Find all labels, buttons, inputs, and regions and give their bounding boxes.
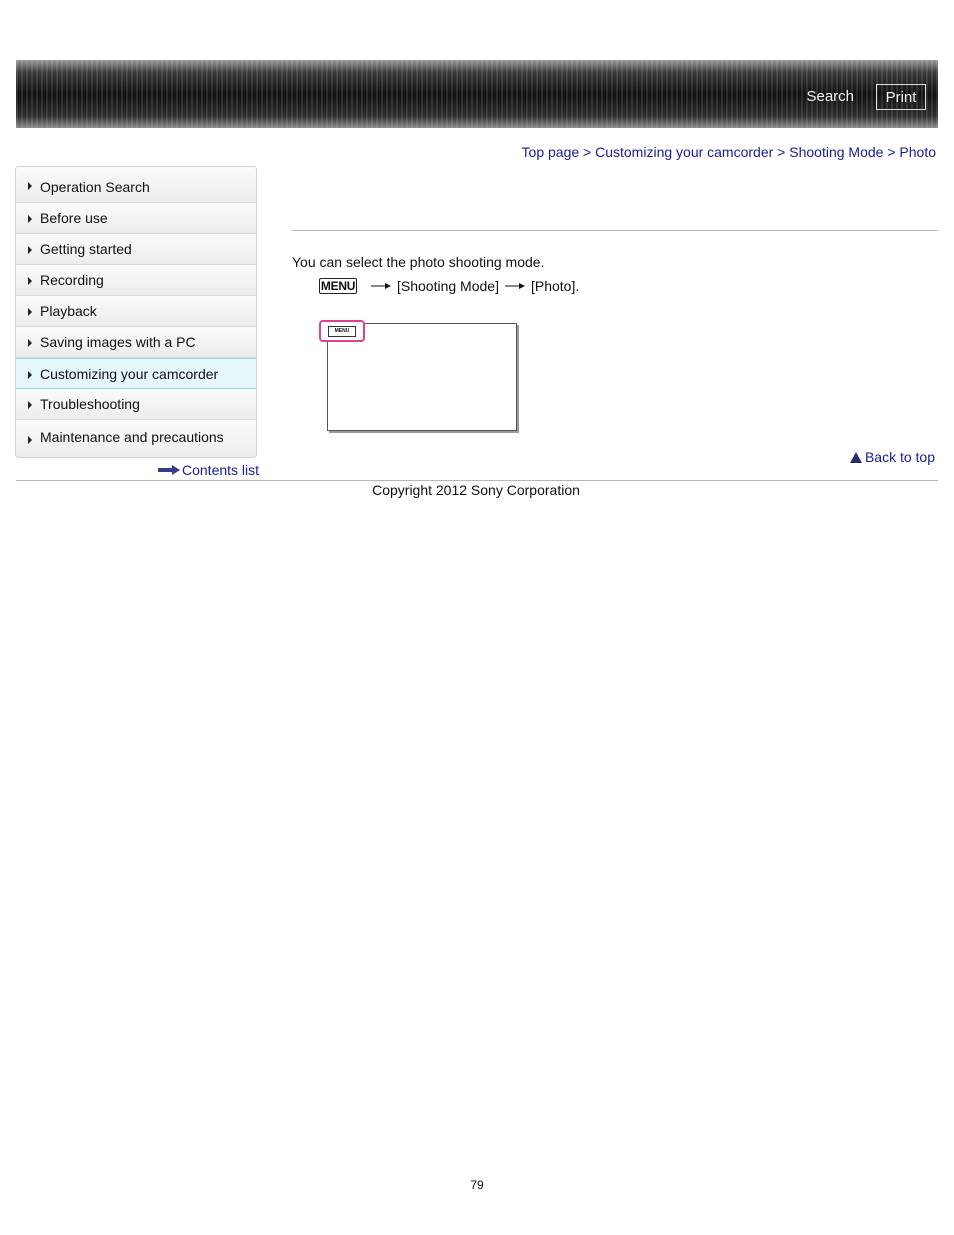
sidebar-item-playback[interactable] bbox=[16, 296, 256, 327]
triangle-right-icon bbox=[28, 401, 32, 409]
contents-list-label: Contents list bbox=[182, 462, 260, 478]
header-bar bbox=[16, 60, 938, 128]
breadcrumb-separator: > bbox=[583, 144, 592, 160]
sidebar-item-recording[interactable] bbox=[16, 265, 256, 296]
arrow-right-icon bbox=[371, 282, 391, 290]
sidebar-item-troubleshooting[interactable] bbox=[16, 389, 256, 420]
contents-list-link[interactable] bbox=[158, 462, 259, 478]
sidebar-item-maintenance[interactable] bbox=[16, 420, 256, 457]
breadcrumb-top-page[interactable]: Top page bbox=[521, 144, 580, 160]
step-item-photo: [Photo]. bbox=[530, 278, 580, 294]
sidebar-item-operation-search[interactable] bbox=[16, 167, 256, 203]
menu-step bbox=[319, 278, 579, 294]
page-number: 79 bbox=[470, 1178, 484, 1192]
breadcrumb-photo[interactable]: Photo bbox=[899, 144, 936, 160]
sidebar-item-customizing[interactable] bbox=[15, 358, 257, 389]
triangle-right-icon bbox=[28, 339, 32, 347]
sidebar-item-label: Recording bbox=[40, 272, 104, 288]
triangle-right-icon bbox=[28, 277, 32, 285]
triangle-right-icon bbox=[28, 371, 32, 379]
breadcrumb-shooting-mode[interactable]: Shooting Mode bbox=[789, 144, 884, 160]
triangle-right-icon bbox=[28, 182, 32, 190]
breadcrumb-separator: > bbox=[777, 144, 786, 160]
arrow-right-icon bbox=[158, 465, 180, 475]
triangle-right-icon bbox=[28, 246, 32, 254]
sidebar-item-label: Getting started bbox=[40, 241, 132, 257]
back-to-top-label: Back to top bbox=[864, 449, 935, 465]
triangle-up-icon bbox=[850, 452, 862, 463]
search-link[interactable]: Search bbox=[806, 88, 854, 105]
screen-menu-highlight bbox=[319, 320, 365, 342]
back-to-top-link[interactable] bbox=[850, 449, 935, 465]
breadcrumb bbox=[522, 144, 936, 160]
sidebar-item-label: Saving images with a PC bbox=[40, 334, 196, 350]
sidebar-item-label: Troubleshooting bbox=[40, 396, 140, 412]
sidebar-item-label: Operation Search bbox=[40, 178, 150, 195]
copyright-text: Copyright 2012 Sony Corporation bbox=[372, 482, 580, 498]
footer-divider bbox=[16, 480, 938, 481]
print-button[interactable]: Print bbox=[876, 84, 926, 110]
sidebar-nav bbox=[15, 166, 257, 458]
sidebar-item-getting-started[interactable] bbox=[16, 234, 256, 265]
arrow-right-icon bbox=[505, 282, 525, 290]
title-divider bbox=[292, 230, 938, 231]
triangle-right-icon bbox=[28, 308, 32, 316]
breadcrumb-customizing[interactable]: Customizing your camcorder bbox=[595, 144, 774, 160]
sidebar-item-saving-images[interactable] bbox=[16, 327, 256, 358]
sidebar-item-label: Playback bbox=[40, 303, 97, 319]
menu-key-icon: MENU bbox=[320, 279, 356, 293]
sidebar-item-label: Maintenance and precautions bbox=[40, 428, 224, 445]
sidebar-item-before-use[interactable] bbox=[16, 203, 256, 234]
sidebar-item-label: Customizing your camcorder bbox=[40, 365, 219, 382]
triangle-right-icon bbox=[28, 436, 32, 444]
sidebar-item-label: Before use bbox=[40, 210, 108, 226]
breadcrumb-separator: > bbox=[887, 144, 896, 160]
menu-button-icon: MENU bbox=[328, 326, 356, 337]
intro-text: You can select the photo shooting mode. bbox=[292, 254, 545, 270]
triangle-right-icon bbox=[28, 215, 32, 223]
step-item-shooting-mode: [Shooting Mode] bbox=[397, 278, 499, 294]
